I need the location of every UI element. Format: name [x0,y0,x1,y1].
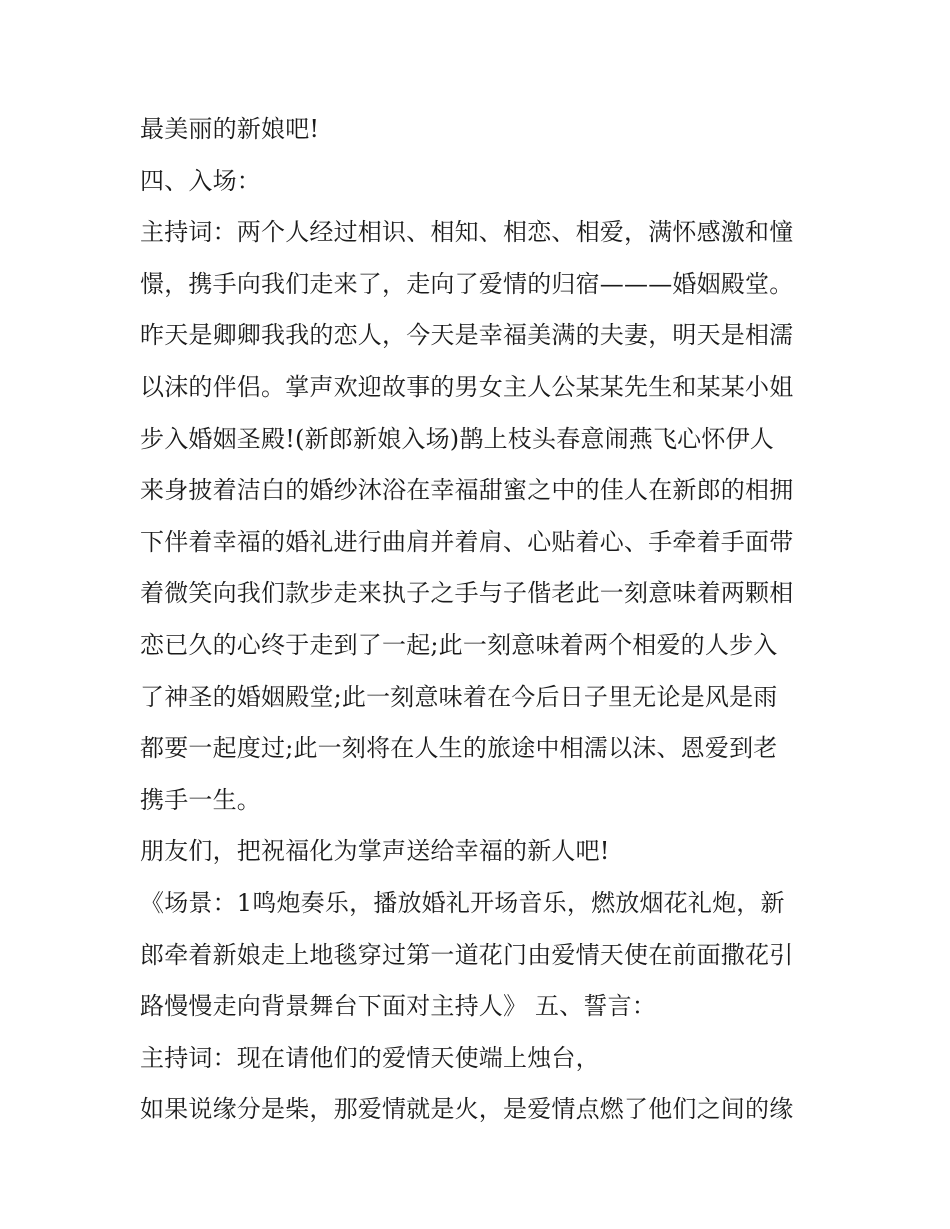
text-line: 携手一生。 [140,785,261,814]
text-line: 憬，携手向我们走来了，走向了爱情的归宿———婚姻殿堂。 [140,269,794,298]
text-line: 来身披着洁白的婚纱沐浴在幸福甜蜜之中的佳人在新郎的相拥 [140,476,794,505]
text-line: 主持词：两个人经过相识、相知、相恋、相爱，满怀感激和憧 [140,218,794,247]
text-line: 昨天是卿卿我我的恋人，今天是幸福美满的夫妻，明天是相濡 [140,321,794,350]
text-line: 朋友们，把祝福化为掌声送给幸福的新人吧! [140,837,610,866]
text-line: 主持词：现在请他们的爱情天使端上烛台， [140,1043,600,1072]
text-line: 了神圣的婚姻殿堂;此一刻意味着在今后日子里无论是风是雨 [140,682,778,711]
text-line: 下伴着幸福的婚礼进行曲肩并着肩、心贴着心、手牵着手面带 [140,527,794,556]
text-line: 最美丽的新娘吧! [140,115,320,143]
text-line: 路慢慢走向背景舞台下面对主持人》 五、誓言： [140,992,657,1021]
text-line: 郎牵着新娘走上地毯穿过第一道花门由爱情天使在前面撒花引 [140,940,794,969]
document-body [140,104,820,1136]
section-heading-entrance: 四、入场： [140,166,261,195]
text-line: 着微笑向我们款步走来执子之手与子偕老此一刻意味着两颗相 [140,579,794,608]
text-line: 都要一起度过;此一刻将在人生的旅途中相濡以沫、恩爱到老 [140,734,778,763]
text-line: 步入婚姻圣殿!(新郎新娘入场)鹊上枝头春意闹燕飞心怀伊人 [140,424,774,453]
text-line: 恋已久的心终于走到了一起;此一刻意味着两个相爱的人步入 [140,630,778,659]
text-line: 以沫的伴侣。掌声欢迎故事的男女主人公某某先生和某某小姐 [140,372,794,401]
text-line: 如果说缘分是柴，那爱情就是火，是爱情点燃了他们之间的缘 [140,1095,794,1124]
text-line: 《场景：1鸣炮奏乐，播放婚礼开场音乐，燃放烟花礼炮，新 [140,888,785,917]
